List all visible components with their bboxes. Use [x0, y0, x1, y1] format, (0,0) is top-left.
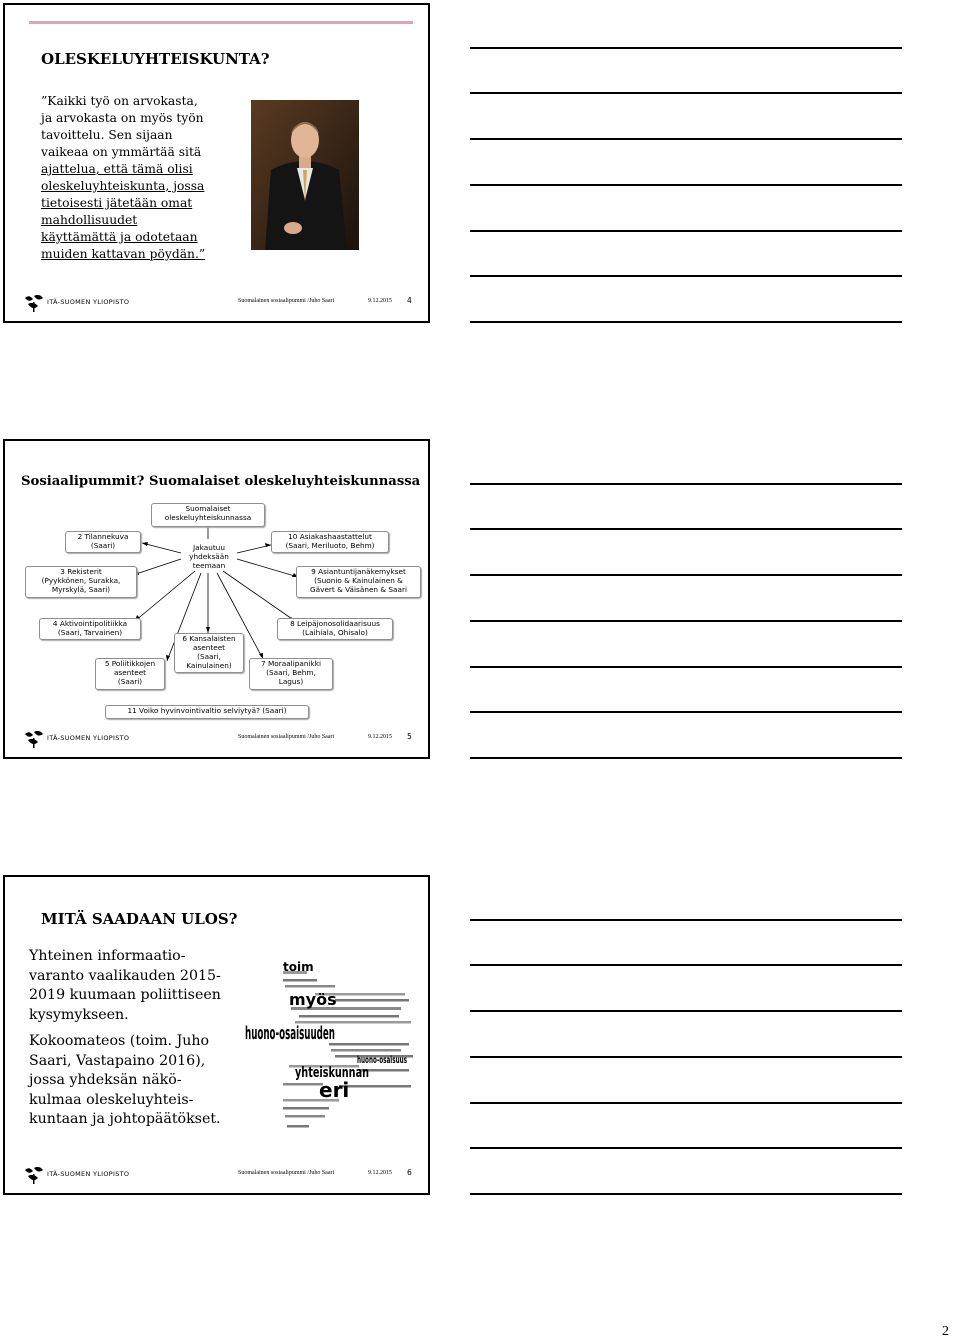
- quote-text: [41, 93, 241, 263]
- slide-footer: [5, 293, 428, 313]
- node-main-title: [151, 503, 265, 527]
- slide-6: [3, 875, 430, 1195]
- node-line: Jakautuu: [193, 543, 225, 552]
- university-name: ITÄ-SUOMEN YLIOPISTO: [47, 734, 130, 742]
- text-line: Saari, Vastapaino 2016),: [29, 1052, 206, 1069]
- node-9: [296, 566, 421, 598]
- node-8: [277, 618, 393, 640]
- slide-5: [3, 439, 430, 759]
- node-11: [105, 705, 309, 719]
- node-line: 10 Asiakashaastattelut: [288, 532, 372, 541]
- node-10: [271, 531, 389, 553]
- quote-line: tietoisesti jätetään omat: [41, 196, 193, 210]
- university-name: ITÄ-SUOMEN YLIOPISTO: [47, 1170, 130, 1178]
- university-name: ITÄ-SUOMEN YLIOPISTO: [47, 298, 130, 306]
- university-logo-icon: [23, 294, 45, 312]
- node-line: Kainulainen): [186, 661, 232, 670]
- node-line: 2 Tilannekuva: [77, 532, 129, 541]
- slide-4: [3, 3, 430, 323]
- footer-author: Suomalainen sosiaalipummi /Juho Saari: [238, 1170, 335, 1176]
- text-line: kuntaan ja johtopäätökset.: [29, 1111, 221, 1127]
- node-line: 5 Poliitikkojen: [104, 659, 156, 668]
- note-line: [470, 1010, 902, 1012]
- cloud-word: huono-osaisuuden: [245, 1023, 335, 1044]
- university-logo-icon: [23, 1166, 45, 1184]
- text-line: varanto vaalikauden 2015-: [29, 967, 221, 984]
- slide-title: OLESKELUYHTEISKUNTA?: [41, 50, 270, 68]
- text-line: kysymykseen.: [29, 1006, 129, 1023]
- slide-footer: [5, 729, 428, 749]
- node-6: [174, 633, 244, 673]
- quote-line: tavoittelu. Sen sijaan: [41, 128, 173, 142]
- note-line: [470, 483, 902, 485]
- quote-line: ”Kaikki työ on arvokasta,: [41, 94, 198, 108]
- note-line: [470, 919, 902, 921]
- note-line: [470, 574, 902, 576]
- slide-number: 5: [407, 732, 412, 741]
- node-line: (Suonio & Kainulainen &: [314, 576, 403, 585]
- paragraph-1: [29, 947, 239, 1025]
- slide-number: 4: [407, 296, 412, 305]
- slide-title: Sosiaalipummit? Suomalaiset oleskeluyhteiskunnassa: [21, 474, 421, 489]
- node-line: (Saari): [117, 677, 143, 686]
- node-line: 6 Kansalaisten: [182, 634, 236, 643]
- university-logo-icon: [23, 730, 45, 748]
- node-line: Myrskylä, Saari): [51, 585, 111, 594]
- text-line: Yhteinen informaatio-: [29, 948, 186, 964]
- node-line: 9 Asiantuntijanäkemykset: [311, 567, 406, 576]
- text-line: Kokoomateos (toim. Juho: [29, 1033, 210, 1049]
- cloud-word: huono-osaisuus: [357, 1055, 408, 1066]
- note-line: [470, 275, 902, 277]
- quote-line: ja arvokasta on myös työn: [41, 111, 204, 125]
- note-line: [470, 757, 902, 759]
- node-5: [95, 658, 165, 690]
- node-line: 8 Leipäjonosolidaarisuus: [290, 619, 380, 628]
- cloud-word: eri: [319, 1078, 350, 1102]
- quote-line: käyttämättä ja odotetaan: [41, 230, 198, 244]
- node-line: (Saari, Tarvainen): [57, 628, 123, 637]
- node-line: teemaan: [192, 561, 226, 570]
- footer-date: 9.12.2015: [368, 734, 392, 740]
- text-line: kulmaa oleskeluyhteis-: [29, 1091, 194, 1108]
- note-line: [470, 620, 902, 622]
- node-line: (Saari): [90, 541, 116, 550]
- paragraph-2: [29, 1032, 239, 1130]
- node-line: yhdeksään: [189, 552, 229, 561]
- note-line: [470, 47, 902, 49]
- node-2: [65, 531, 141, 553]
- slide-title: MITÄ SAADAAN ULOS?: [41, 910, 238, 928]
- quote-line: ajattelua, että tämä olisi: [41, 162, 193, 176]
- node-line: 11 Voiko hyvinvointivaltio selviytyä? (Saari): [127, 706, 287, 715]
- node-7: [249, 658, 333, 690]
- slide-footer: [5, 1165, 428, 1185]
- node-line: (Saari, Behm,: [266, 668, 316, 677]
- node-line: Suomalaiset: [185, 504, 231, 513]
- note-line: [470, 92, 902, 94]
- quote-line: oleskeluyhteiskunta, jossa: [41, 179, 205, 193]
- page-number: 2: [942, 1324, 949, 1339]
- note-line: [470, 711, 902, 713]
- footer-date: 9.12.2015: [368, 1170, 392, 1176]
- node-line: (Saari, Meriluoto, Behm): [285, 541, 375, 550]
- node-center: [179, 543, 239, 570]
- node-4: [39, 618, 141, 640]
- node-line: Gävert & Väisänen & Saari: [310, 585, 407, 594]
- cloud-word: myös: [289, 990, 337, 1009]
- quote-line: muiden kattavan pöydän.”: [41, 247, 206, 261]
- node-line: (Saari,: [197, 652, 221, 661]
- accent-bar: [29, 21, 413, 24]
- cloud-word: toim: [283, 960, 314, 974]
- note-line: [470, 1056, 902, 1058]
- note-line: [470, 1102, 902, 1104]
- note-line: [470, 321, 902, 323]
- footer-author: Suomalainen sosiaalipummi /Juho Saari: [238, 298, 335, 304]
- node-line: 3 Rekisterit: [60, 567, 102, 576]
- note-line: [470, 964, 902, 966]
- footer-date: 9.12.2015: [368, 298, 392, 304]
- node-line: 7 Moraalipanikki: [261, 659, 321, 668]
- node-line: oleskeluyhteiskunnassa: [164, 513, 252, 522]
- node-line: (Pyykkönen, Surakka,: [41, 576, 121, 585]
- quote-line: mahdollisuudet: [41, 213, 138, 227]
- node-line: (Laihiala, Ohisalo): [302, 628, 368, 637]
- note-line: [470, 528, 902, 530]
- text-line: jossa yhdeksän näkö-: [29, 1072, 182, 1088]
- node-line: 4 Aktivointipolitiikka: [52, 619, 128, 628]
- note-line: [470, 184, 902, 186]
- node-line: asenteet: [192, 643, 226, 652]
- slide-number: 6: [407, 1168, 412, 1177]
- note-line: [470, 230, 902, 232]
- slide-body: [29, 947, 239, 1137]
- note-line: [470, 1147, 902, 1149]
- node-3: [25, 566, 137, 598]
- text-line: 2019 kuumaan poliittiseen: [29, 987, 221, 1003]
- note-line: [470, 666, 902, 668]
- note-line: [470, 1193, 902, 1195]
- node-line: asenteet: [113, 668, 147, 677]
- quote-line: vaikeaa on ymmärtää sitä: [41, 145, 202, 159]
- footer-author: Suomalainen sosiaalipummi /Juho Saari: [238, 734, 335, 740]
- portrait-photo: [251, 100, 359, 250]
- node-line: Lagus): [278, 677, 304, 686]
- cloud-word: yhteiskunnan: [295, 1065, 369, 1081]
- note-line: [470, 138, 902, 140]
- word-cloud-image: [239, 957, 415, 1139]
